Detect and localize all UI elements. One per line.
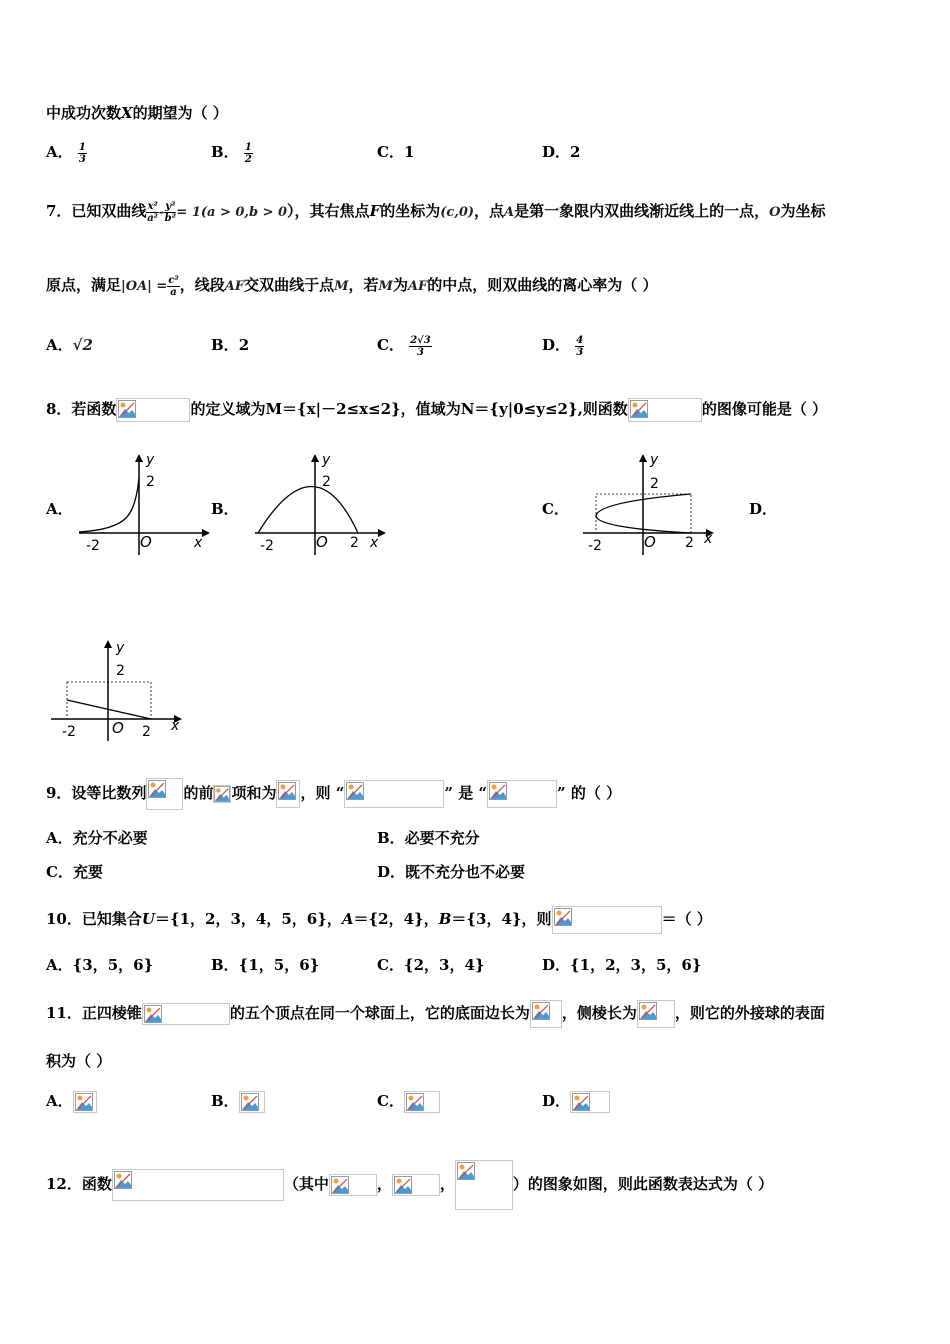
- graph-c-two: 2: [650, 476, 659, 492]
- graph-a-neg-two: -2: [86, 538, 100, 554]
- graph-a-origin: O: [140, 533, 152, 551]
- broken-image-icon: [404, 1091, 440, 1113]
- broken-image-icon: [628, 398, 702, 422]
- graph-a-y-label: y: [146, 452, 155, 468]
- q10-option-c: C．{2，3，4}: [377, 956, 485, 974]
- q10-option-a: A．{3，5，6}: [46, 956, 154, 974]
- q7-option-d: D． $\frac{4}{3}$: [542, 334, 584, 358]
- q10-option-d: D．{1，2，3，5，6}: [542, 956, 702, 974]
- q11-option-b: B．: [211, 1090, 265, 1113]
- q6-text: 中成功次数X的期望为（ ）: [46, 104, 228, 122]
- broken-image-icon: [637, 1000, 675, 1028]
- q8-text: 8．若函数 的定义域为M＝{x|－2≤x≤2}，值域为N＝{y|0≤y≤2},则函数 的图像可能是（ ）: [46, 398, 827, 422]
- q7-frac-y: $\frac{\text{y²}}{\text{b²}}$: [164, 200, 176, 224]
- q11-line1: 11．正四棱锥 的五个顶点在同一个球面上，它的底面边长为 ，侧棱长为 ，则它的外接球的表面: [46, 1000, 825, 1028]
- graph-a-x-label: x: [194, 535, 203, 551]
- graph-d-two-x: 2: [142, 724, 151, 740]
- q11-line2: 积为（ ）: [46, 1052, 112, 1070]
- graph-d-y-label: y: [116, 640, 125, 656]
- q9-option-c: C．充要: [46, 863, 103, 881]
- broken-image-icon: [530, 1000, 562, 1028]
- graph-c: [578, 450, 723, 560]
- q7-option-b: B．2: [211, 336, 250, 354]
- broken-image-icon: [239, 1091, 265, 1113]
- broken-image-icon: [213, 785, 231, 803]
- q10-option-b: B．{1，5，6}: [211, 956, 320, 974]
- graph-c-y-label: y: [650, 452, 659, 468]
- graph-d-origin: O: [112, 719, 124, 737]
- q9-option-a: A．充分不必要: [46, 829, 148, 847]
- broken-image-icon: [73, 1091, 97, 1113]
- q6-option-c: C．1: [377, 143, 415, 161]
- q7-option-a: A．√2: [46, 336, 93, 354]
- q8-option-b: B．: [211, 500, 239, 518]
- q7-line1: 7．已知双曲线 $\frac{\text{x²}}{\text{a²}}$ - $\frac{\text{y²}}{\text{b²}}$ = 1(a > 0,b > 0），其右焦点F的坐标为(c,0)，点A是第一象限内双曲线渐近线上的一点，O为坐标: [46, 200, 826, 224]
- q7-line2: 原点，满足|OA| = $\frac{\text{c²}}{a}$ ，线段AF交双曲线于点M，若M为AF的中点，则双曲线的离心率为（ ）: [46, 274, 658, 298]
- q11-option-d: D．: [542, 1090, 610, 1113]
- q11-option-c: C．: [377, 1090, 440, 1113]
- q9-option-b: B．必要不充分: [377, 829, 480, 847]
- q8-option-a: A．: [46, 500, 73, 518]
- graph-d-x-label: x: [171, 718, 180, 734]
- q10-text: 10．已知集合U＝{1，2，3，4，5，6}，A＝{2，4}，B＝{3，4}，则 ＝（ ）: [46, 906, 712, 934]
- graph-c-origin: O: [644, 533, 656, 551]
- broken-image-icon: [570, 1091, 610, 1113]
- graph-b-two-x: 2: [350, 535, 359, 551]
- q8-option-c: C．: [542, 500, 569, 518]
- broken-image-icon: [142, 1003, 230, 1025]
- graph-b-y-label: y: [322, 452, 331, 468]
- broken-image-icon: [392, 1174, 440, 1196]
- broken-image-icon: [487, 780, 557, 808]
- broken-image-icon: [276, 780, 300, 808]
- graph-b: [250, 450, 390, 560]
- graph-b-x-label: x: [370, 535, 379, 551]
- broken-image-icon: [112, 1169, 284, 1201]
- broken-image-icon: [455, 1160, 513, 1210]
- graph-d: [46, 636, 191, 746]
- q9-text: 9．设等比数列 的前 项和为 ，则 “ ” 是 “ ” 的（ ）: [46, 778, 621, 810]
- broken-image-icon: [329, 1174, 377, 1196]
- broken-image-icon: [146, 778, 183, 810]
- graph-a: [74, 450, 214, 560]
- broken-image-icon: [344, 780, 444, 808]
- graph-c-x-label: x: [704, 531, 713, 547]
- graph-c-neg-two: -2: [588, 538, 602, 554]
- graph-d-two: 2: [116, 663, 125, 679]
- q11-option-a: A．: [46, 1090, 97, 1113]
- graph-a-two: 2: [146, 474, 155, 490]
- q7-frac-x: $\frac{\text{x²}}{\text{a²}}$: [147, 200, 159, 224]
- broken-image-icon: [552, 906, 662, 934]
- q9-option-d: D．既不充分也不必要: [377, 863, 526, 881]
- q6-option-d: D．2: [542, 143, 581, 161]
- q6-option-b: B． $\frac{1}{2}$: [211, 141, 252, 165]
- graph-b-neg-two: -2: [260, 538, 274, 554]
- graph-d-neg-two: -2: [62, 724, 76, 740]
- q8-option-d: D．: [749, 500, 778, 518]
- graph-b-origin: O: [316, 533, 328, 551]
- broken-image-icon: [116, 398, 190, 422]
- q7-option-c: C． $\frac{2√3}{3}$: [377, 334, 431, 358]
- graph-c-two-x: 2: [685, 535, 694, 551]
- q6-option-a: A． $\frac{1}{3}$: [46, 141, 86, 165]
- graph-b-two: 2: [322, 474, 331, 490]
- q12-text: 12．函数 （其中 ， ， ）的图象如图，则此函数表达式为（ ）: [46, 1160, 773, 1210]
